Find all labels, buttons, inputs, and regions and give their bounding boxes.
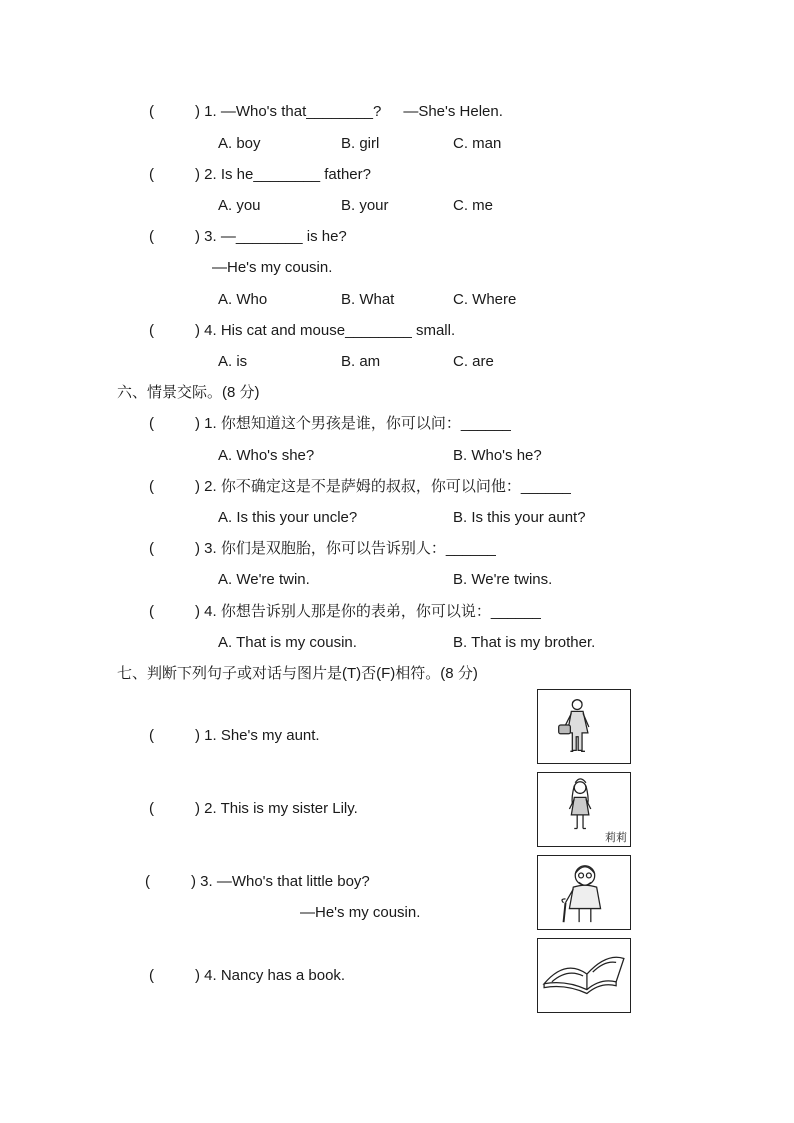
option-a: A. boy xyxy=(218,135,261,152)
question-text: ) 1. —Who's that________? xyxy=(195,103,382,120)
section-heading: 七、判断下列句子或对话与图片是(T)否(F)相符。(8 分) xyxy=(117,665,478,682)
option-c: C. me xyxy=(453,197,494,214)
s7-q1-stem xyxy=(149,727,320,745)
option-b: B. your xyxy=(341,197,389,214)
s6-q1-stem xyxy=(149,415,511,433)
answer-blank[interactable]: ( xyxy=(149,727,154,744)
picture-caption: 莉莉 xyxy=(605,832,627,844)
option-b: B. Is this your aunt? xyxy=(453,509,586,526)
question-text: ) 4. 你想告诉别人那是你的表弟，你可以说：______ xyxy=(195,603,541,620)
question-text: ) 1. She's my aunt. xyxy=(195,727,320,744)
option-b: B. We're twins. xyxy=(453,571,553,588)
option-b: B. Who's he? xyxy=(453,447,542,464)
question-text: ) 2. Is he________ father? xyxy=(195,166,371,183)
question-text: ) 3. 你们是双胞胎，你可以告诉别人：______ xyxy=(195,540,496,557)
reply-text: —She's Helen. xyxy=(403,103,503,120)
option-a: A. Who's she? xyxy=(218,447,315,464)
s7-q2-stem xyxy=(149,800,358,818)
s7-q4-stem xyxy=(149,967,345,985)
option-c: C. man xyxy=(453,135,502,152)
s6-q2-stem xyxy=(149,478,571,496)
s5-q4-stem xyxy=(149,322,455,340)
question-text: ) 4. His cat and mouse________ small. xyxy=(195,322,456,339)
question-text: ) 2. This is my sister Lily. xyxy=(195,800,358,817)
question-text: ) 3. —Who's that little boy? xyxy=(191,873,370,890)
s6-q3-stem xyxy=(149,540,496,558)
question-text: ) 1. 你想知道这个男孩是谁，你可以问：______ xyxy=(195,415,511,432)
answer-blank[interactable]: ( xyxy=(149,540,154,557)
question-text: ) 3. —________ is he? xyxy=(195,228,347,245)
s6-q4-stem xyxy=(149,603,541,621)
option-a: A. Who xyxy=(218,291,268,308)
girl-icon xyxy=(537,772,631,847)
s5-q3-stem xyxy=(149,228,347,246)
option-c: C. are xyxy=(453,353,494,370)
reply-text: —He's my cousin. xyxy=(300,904,421,921)
option-b: B. girl xyxy=(341,135,380,152)
section-heading: 六、情景交际。(8 分) xyxy=(117,384,260,401)
option-a: A. is xyxy=(218,353,248,370)
s7-q3-stem xyxy=(145,873,370,891)
option-c: C. Where xyxy=(453,291,517,308)
reply-text: —He's my cousin. xyxy=(212,259,333,276)
s5-q1-stem xyxy=(149,103,503,121)
question-text: ) 4. Nancy has a book. xyxy=(195,967,346,984)
answer-blank[interactable]: ( xyxy=(149,603,154,620)
answer-blank[interactable]: ( xyxy=(149,166,154,183)
option-a: A. We're twin. xyxy=(218,571,310,588)
option-b: B. am xyxy=(341,353,381,370)
question-text: ) 2. 你不确定这是不是萨姆的叔叔，你可以问他：______ xyxy=(195,478,571,495)
option-a: A. That is my cousin. xyxy=(218,634,357,651)
s5-q2-stem xyxy=(149,166,371,184)
option-a: A. Is this your uncle? xyxy=(218,509,358,526)
woman-with-bag-icon xyxy=(537,689,631,764)
answer-blank[interactable]: ( xyxy=(149,228,154,245)
answer-blank[interactable]: ( xyxy=(149,967,154,984)
answer-blank[interactable]: ( xyxy=(149,322,154,339)
option-b: B. That is my brother. xyxy=(453,634,596,651)
answer-blank[interactable]: ( xyxy=(149,103,154,120)
option-b: B. What xyxy=(341,291,395,308)
answer-blank[interactable]: ( xyxy=(149,800,154,817)
old-man-with-cane-icon xyxy=(537,855,631,930)
answer-blank[interactable]: ( xyxy=(145,873,150,890)
answer-blank[interactable]: ( xyxy=(149,478,154,495)
option-a: A. you xyxy=(218,197,261,214)
open-book-icon xyxy=(537,938,631,1013)
answer-blank[interactable]: ( xyxy=(149,415,154,432)
